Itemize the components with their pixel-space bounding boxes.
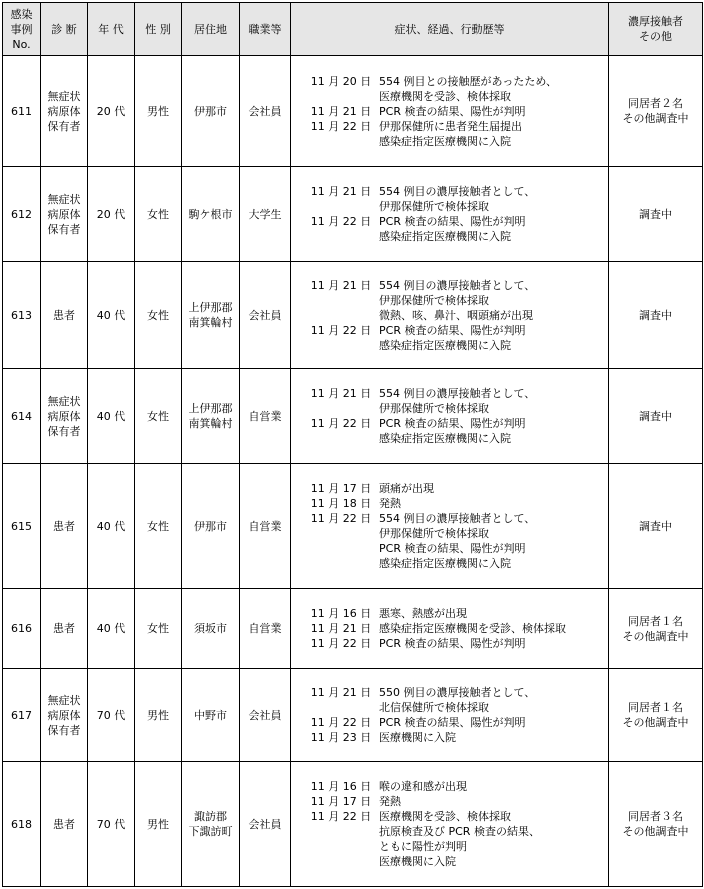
course-entries xyxy=(291,278,608,353)
course-entry xyxy=(303,481,608,496)
entry-text: 伊那保健所に患者発生届提出 xyxy=(379,119,522,133)
header-case-no xyxy=(3,3,41,56)
entry-date: 11 月 22 日 xyxy=(310,716,372,729)
entry-date: 11 月 21 日 xyxy=(310,622,372,635)
case-number: 611 xyxy=(3,56,41,167)
course-entry xyxy=(303,308,608,323)
contacts-line: その他調査中 xyxy=(622,629,689,643)
diagnosis-line: 保有者 xyxy=(47,119,81,133)
diagnosis-line: 無症状 xyxy=(47,394,81,408)
header-contacts xyxy=(609,3,703,56)
age-group: 40 代 xyxy=(88,369,135,464)
course-cell xyxy=(291,262,609,369)
entry-date: 11 月 16 日 xyxy=(310,780,372,793)
sex: 男性 xyxy=(135,56,182,167)
entry-date: 11 月 21 日 xyxy=(310,387,372,400)
entry-date: 11 月 21 日 xyxy=(310,686,372,699)
header-age: 年 代 xyxy=(88,3,135,56)
entry-text: PCR 検査の結果、陽性が判明 xyxy=(379,716,526,729)
entry-text: 発熱 xyxy=(379,795,401,808)
header-occupation: 職業等 xyxy=(240,3,291,56)
residence-line: 伊那市 xyxy=(194,519,227,533)
entry-text: 554 例目の濃厚接触者として、 xyxy=(379,387,536,400)
course-entry xyxy=(303,416,608,431)
residence-line: 上伊那郡 xyxy=(188,301,233,314)
diagnosis xyxy=(41,464,88,589)
course-entry xyxy=(303,541,608,556)
entry-text: 微熱、咳、鼻汁、咽頭痛が出現 xyxy=(379,308,533,322)
sex: 女性 xyxy=(135,369,182,464)
age-group: 20 代 xyxy=(88,56,135,167)
course-entries xyxy=(291,685,608,745)
contacts-cell xyxy=(609,589,703,669)
entry-date xyxy=(303,401,379,416)
residence xyxy=(182,464,240,589)
residence-line: 駒ケ根市 xyxy=(188,207,233,221)
course-entry xyxy=(303,779,608,794)
diagnosis-line: 病原体 xyxy=(47,708,81,722)
entry-text: 医療機関に入院 xyxy=(379,855,456,868)
entry-date xyxy=(303,839,379,854)
occupation: 会社員 xyxy=(240,262,291,369)
residence xyxy=(182,669,240,762)
course-entries xyxy=(291,481,608,571)
sex: 男性 xyxy=(135,762,182,887)
residence-line: 下諏訪町 xyxy=(188,825,233,838)
entry-text: PCR 検査の結果、陽性が判明 xyxy=(379,637,526,650)
header-residence: 居住地 xyxy=(182,3,240,56)
age-group: 20 代 xyxy=(88,167,135,262)
contacts-line: その他調査中 xyxy=(622,825,689,838)
course-entry xyxy=(303,229,608,244)
entry-text: 抗原検査及び PCR 検査の結果、 xyxy=(379,825,540,838)
case-number: 615 xyxy=(3,464,41,589)
diagnosis-line: 患者 xyxy=(53,622,75,635)
residence-line: 須坂市 xyxy=(194,622,227,635)
header-row xyxy=(3,3,703,56)
entry-date xyxy=(303,824,379,839)
course-entry xyxy=(303,685,608,700)
occupation: 大学生 xyxy=(240,167,291,262)
residence xyxy=(182,56,240,167)
residence xyxy=(182,762,240,887)
residence xyxy=(182,369,240,464)
entry-text: 554 例目の濃厚接触者として、 xyxy=(379,185,536,198)
course-entry xyxy=(303,621,608,636)
entry-text: 悪寒、熱感が出現 xyxy=(379,607,467,620)
course-cell xyxy=(291,464,609,589)
contacts-cell xyxy=(609,369,703,464)
case-number: 617 xyxy=(3,669,41,762)
diagnosis xyxy=(41,669,88,762)
entry-date: 11 月 22 日 xyxy=(310,637,372,650)
age-group: 40 代 xyxy=(88,589,135,669)
entry-text: 感染症指定医療機関に入院 xyxy=(379,338,511,352)
occupation: 自営業 xyxy=(240,464,291,589)
diagnosis xyxy=(41,369,88,464)
contacts-cell xyxy=(609,762,703,887)
header-case-no-line: 感染 xyxy=(10,7,33,21)
case-table-body xyxy=(3,56,703,887)
course-entry xyxy=(303,606,608,621)
residence xyxy=(182,589,240,669)
entry-text: 伊那保健所で検体採取 xyxy=(379,527,489,540)
entry-date: 11 月 18 日 xyxy=(310,497,372,510)
entry-date xyxy=(303,556,379,571)
entry-date: 11 月 22 日 xyxy=(310,323,372,337)
occupation: 会社員 xyxy=(240,669,291,762)
diagnosis-line: 無症状 xyxy=(47,693,81,707)
case-number: 616 xyxy=(3,589,41,669)
residence-line: 伊那市 xyxy=(194,104,227,118)
contacts-line: 調査中 xyxy=(639,308,672,322)
diagnosis-line: 無症状 xyxy=(47,89,81,103)
course-entry xyxy=(303,386,608,401)
course-cell xyxy=(291,369,609,464)
course-entry xyxy=(303,854,608,869)
case-number: 618 xyxy=(3,762,41,887)
diagnosis xyxy=(41,762,88,887)
contacts-cell xyxy=(609,464,703,589)
residence-line: 南箕輪村 xyxy=(188,417,233,430)
sex: 女性 xyxy=(135,589,182,669)
course-entry xyxy=(303,511,608,526)
entry-text: 感染症指定医療機関に入院 xyxy=(379,557,511,570)
entry-text: 伊那保健所で検体採取 xyxy=(379,200,489,213)
entry-date xyxy=(303,293,379,308)
course-cell xyxy=(291,589,609,669)
course-entry xyxy=(303,199,608,214)
header-case-no-line: 事例 xyxy=(10,22,33,36)
course-entry xyxy=(303,556,608,571)
age-group: 40 代 xyxy=(88,262,135,369)
contacts-line: 同居者３名 xyxy=(628,810,683,823)
course-entries xyxy=(291,74,608,149)
entry-text: ともに陽性が判明 xyxy=(379,840,467,853)
occupation: 会社員 xyxy=(240,56,291,167)
entry-date xyxy=(303,541,379,556)
entry-date xyxy=(303,89,379,104)
course-entry xyxy=(303,214,608,229)
residence-line: 諏訪郡 xyxy=(194,810,227,823)
age-group: 70 代 xyxy=(88,762,135,887)
diagnosis-line: 無症状 xyxy=(47,192,81,206)
entry-date xyxy=(303,134,379,149)
course-entry xyxy=(303,839,608,854)
entry-text: 感染症指定医療機関に入院 xyxy=(379,230,511,243)
entry-date: 11 月 21 日 xyxy=(310,185,372,198)
entry-text: PCR 検査の結果、陽性が判明 xyxy=(379,542,526,555)
entry-text: PCR 検査の結果、陽性が判明 xyxy=(379,215,526,228)
header-contacts-line: 濃厚接触者 xyxy=(628,15,683,28)
contacts-line: その他調査中 xyxy=(622,112,689,125)
entry-text: 医療機関を受診、検体採取 xyxy=(379,810,511,823)
entry-date: 11 月 22 日 xyxy=(310,119,372,133)
entry-text: 550 例目の濃厚接触者として、 xyxy=(379,686,536,699)
contacts-line: その他調査中 xyxy=(622,716,689,729)
header-course: 症状、経過、行動歴等 xyxy=(291,3,609,56)
course-entries xyxy=(291,606,608,651)
table-row xyxy=(3,369,703,464)
contacts-line: 同居者１名 xyxy=(628,614,683,628)
course-entry xyxy=(303,338,608,353)
case-table xyxy=(2,2,703,887)
sex: 男性 xyxy=(135,669,182,762)
residence-line: 南箕輪村 xyxy=(188,316,233,329)
residence-line: 中野市 xyxy=(194,708,227,722)
table-row xyxy=(3,464,703,589)
course-cell xyxy=(291,56,609,167)
diagnosis-line: 病原体 xyxy=(47,104,81,118)
diagnosis-line: 保有者 xyxy=(47,222,81,236)
entry-text: 感染症指定医療機関に入院 xyxy=(379,134,511,148)
case-number: 613 xyxy=(3,262,41,369)
table-row xyxy=(3,262,703,369)
course-entries xyxy=(291,386,608,446)
entry-date: 11 月 17 日 xyxy=(310,482,372,495)
course-entry xyxy=(303,119,608,134)
entry-date: 11 月 16 日 xyxy=(310,607,372,620)
entry-text: PCR 検査の結果、陽性が判明 xyxy=(379,104,526,118)
contacts-cell xyxy=(609,262,703,369)
entry-date: 11 月 23 日 xyxy=(310,731,372,744)
diagnosis-line: 保有者 xyxy=(47,723,81,737)
diagnosis xyxy=(41,56,88,167)
entry-date xyxy=(303,199,379,214)
case-number: 614 xyxy=(3,369,41,464)
entry-text: 喉の違和感が出現 xyxy=(379,780,467,793)
table-row xyxy=(3,762,703,887)
entry-text: PCR 検査の結果、陽性が判明 xyxy=(379,417,526,430)
occupation: 自営業 xyxy=(240,369,291,464)
course-entry xyxy=(303,278,608,293)
entry-text: PCR 検査の結果、陽性が判明 xyxy=(379,323,526,337)
entry-text: 北信保健所で検体採取 xyxy=(379,701,489,714)
course-entry xyxy=(303,824,608,839)
entry-date: 11 月 22 日 xyxy=(310,417,372,430)
diagnosis xyxy=(41,167,88,262)
course-entry xyxy=(303,293,608,308)
course-entry xyxy=(303,89,608,104)
age-group: 70 代 xyxy=(88,669,135,762)
course-entry xyxy=(303,730,608,745)
entry-text: 伊那保健所で検体採取 xyxy=(379,293,489,307)
entry-date xyxy=(303,700,379,715)
course-entry xyxy=(303,794,608,809)
entry-text: 感染症指定医療機関に入院 xyxy=(379,432,511,445)
header-contacts-line: その他 xyxy=(639,30,672,43)
diagnosis-line: 病原体 xyxy=(47,207,81,221)
entry-text: 感染症指定医療機関を受診、検体採取 xyxy=(379,622,566,635)
header-sex: 性 別 xyxy=(135,3,182,56)
course-entry xyxy=(303,715,608,730)
contacts-cell xyxy=(609,167,703,262)
diagnosis-line: 患者 xyxy=(53,308,75,322)
course-entry xyxy=(303,401,608,416)
sex: 女性 xyxy=(135,167,182,262)
entry-date xyxy=(303,308,379,323)
entry-date xyxy=(303,526,379,541)
course-entry xyxy=(303,700,608,715)
contacts-line: 調査中 xyxy=(639,519,672,533)
entry-date xyxy=(303,854,379,869)
entry-text: 医療機関を受診、検体採取 xyxy=(379,89,511,103)
entry-date: 11 月 22 日 xyxy=(310,512,372,525)
course-entry xyxy=(303,636,608,651)
entry-date: 11 月 22 日 xyxy=(310,215,372,228)
contacts-line: 調査中 xyxy=(639,409,672,423)
sex: 女性 xyxy=(135,464,182,589)
diagnosis xyxy=(41,262,88,369)
residence xyxy=(182,167,240,262)
entry-date: 11 月 21 日 xyxy=(310,278,372,292)
header-case-no-line: No. xyxy=(12,37,31,51)
header-diagnosis: 診 断 xyxy=(41,3,88,56)
course-entry xyxy=(303,323,608,338)
course-entry xyxy=(303,134,608,149)
contacts-line: 同居者１名 xyxy=(628,701,683,714)
diagnosis-line: 保有者 xyxy=(47,424,81,438)
contacts-line: 調査中 xyxy=(639,207,672,221)
course-entry xyxy=(303,809,608,824)
table-row xyxy=(3,167,703,262)
entry-text: 頭痛が出現 xyxy=(379,482,434,495)
entry-text: 伊那保健所で検体採取 xyxy=(379,402,489,415)
entry-date: 11 月 22 日 xyxy=(310,810,372,823)
diagnosis-line: 病原体 xyxy=(47,409,81,423)
course-entry xyxy=(303,74,608,89)
diagnosis-line: 患者 xyxy=(53,519,75,533)
contacts-cell xyxy=(609,669,703,762)
course-cell xyxy=(291,167,609,262)
contacts-line: 同居者２名 xyxy=(628,97,683,110)
course-entry xyxy=(303,526,608,541)
course-cell xyxy=(291,762,609,887)
diagnosis-line: 患者 xyxy=(53,817,75,831)
entry-text: 発熱 xyxy=(379,497,401,510)
entry-text: 554 例目の濃厚接触者として、 xyxy=(379,278,536,292)
course-entry xyxy=(303,184,608,199)
course-entry xyxy=(303,431,608,446)
entry-date xyxy=(303,431,379,446)
entry-text: 554 例目の濃厚接触者として、 xyxy=(379,512,536,525)
entry-date: 11 月 21 日 xyxy=(310,104,372,118)
diagnosis xyxy=(41,589,88,669)
course-entry xyxy=(303,104,608,119)
occupation: 自営業 xyxy=(240,589,291,669)
entry-text: 554 例目との接触歴があったため、 xyxy=(379,74,557,88)
residence xyxy=(182,262,240,369)
contacts-cell xyxy=(609,56,703,167)
course-entries xyxy=(291,779,608,869)
entry-date xyxy=(303,229,379,244)
case-number: 612 xyxy=(3,167,41,262)
course-cell xyxy=(291,669,609,762)
entry-date: 11 月 17 日 xyxy=(310,795,372,808)
occupation: 会社員 xyxy=(240,762,291,887)
table-row xyxy=(3,669,703,762)
entry-date: 11 月 20 日 xyxy=(310,74,372,88)
entry-text: 医療機関に入院 xyxy=(379,731,456,744)
age-group: 40 代 xyxy=(88,464,135,589)
entry-date xyxy=(303,338,379,353)
table-row xyxy=(3,56,703,167)
sex: 女性 xyxy=(135,262,182,369)
table-row xyxy=(3,589,703,669)
course-entries xyxy=(291,184,608,244)
course-entry xyxy=(303,496,608,511)
residence-line: 上伊那郡 xyxy=(188,402,233,415)
